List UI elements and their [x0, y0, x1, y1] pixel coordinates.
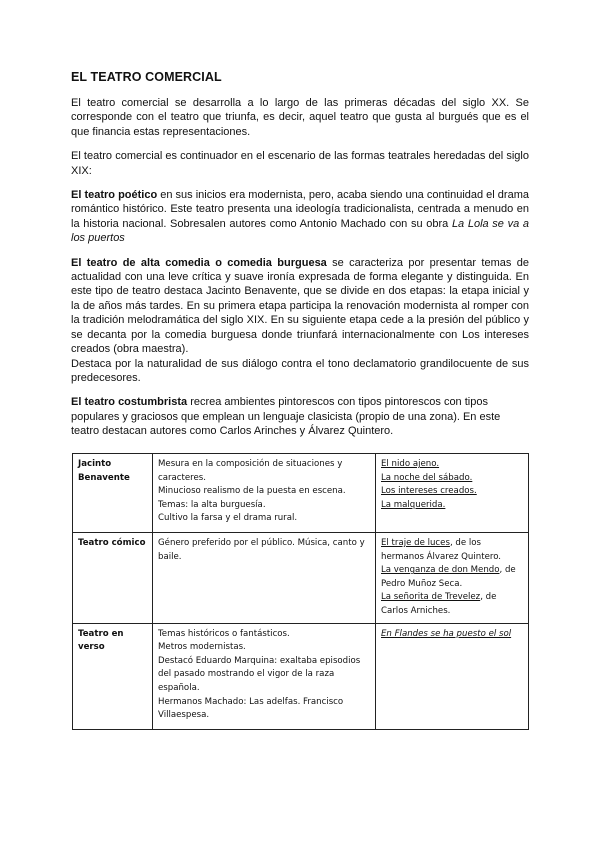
row-label	[73, 454, 153, 533]
table-row	[73, 623, 529, 729]
poetic-theatre-paragraph	[71, 188, 529, 246]
work-title: El nido ajeno.	[381, 459, 440, 469]
row-features	[153, 532, 376, 623]
work-title: La venganza de don Mendo	[381, 565, 500, 576]
row-label-line: verso	[78, 642, 105, 653]
costumbrista-text: recrea ambientes pintorescos con tipos pintorescos con tipos populares y graciosos que emplean un lenguaje clasicista (propio de una zona). En este teatro destacan autores como Carlos Arinches y Álvarez Quintero.	[71, 396, 501, 438]
feature-line: Metros modernistas.	[158, 642, 246, 653]
table-row	[73, 454, 529, 533]
costumbrista-paragraph	[71, 395, 529, 438]
work-title: El traje de luces	[381, 537, 450, 548]
row-works	[376, 623, 529, 729]
feature-line: Género preferido por el público. Música, canto y baile.	[158, 537, 365, 562]
feature-line: Temas: la alta burguesía.	[158, 499, 266, 510]
feature-line: Destacó Eduardo Marquina: exaltaba episodios del pasado mostrando el vigor de la raza española.	[158, 655, 361, 693]
costumbrista-heading: El teatro costumbrista	[71, 396, 188, 409]
row-label	[73, 623, 153, 729]
work-title: Los intereses creados.	[381, 486, 477, 497]
high-comedy-paragraph	[71, 256, 529, 357]
work-entry	[381, 537, 523, 564]
work-author: , de Carlos Arniches.	[381, 592, 497, 616]
page-title: EL TEATRO COMERCIAL	[71, 70, 222, 84]
high-comedy-paragraph-2: Destaca por la naturalidad de sus diálogo contra el tono declamatorio grandilocuente de sus predecesores.	[71, 357, 529, 384]
work-author: , de Pedro Muñoz Seca.	[381, 565, 516, 589]
intro-paragraph-2: El teatro comercial es continuador en el escenario de las formas teatrales heredadas del siglo XIX:	[71, 150, 529, 177]
row-label-line: Teatro cómico	[78, 537, 146, 548]
feature-line: Mesura en la composición de situaciones y caracteres.	[158, 459, 343, 483]
row-works	[376, 532, 529, 623]
row-features	[153, 623, 376, 729]
high-comedy-heading: El teatro de alta comedia o comedia burguesa	[71, 256, 327, 269]
feature-line: Cultivo la farsa y el drama rural.	[158, 513, 298, 524]
poetic-theatre-text: en sus inicios era modernista, pero, acaba siendo una continuidad el drama romántico histórico. Este teatro presenta una ideología tradicionalista, centrada a menudo en la historia nacional. Sobresalen autores como Antonio Machado con su obra	[71, 189, 529, 230]
high-comedy-text: se caracteriza por presentar temas de actualidad con una leve crítica y suave ironía expresada de forma elegante y distinguida. En este tipo de teatro destaca Jacinto Benavente, que se divide en dos etapas: la etapa inicial y la de años más tardes. En su primera etapa participa la renovación modernista al romper con la tradición melodramática del siglo XIX. En su siguiente etapa cede a la presión del público y se decanta por la comedia burguesa donde triunfará internacionalmente con Los intereses creados (obra maestra).	[71, 256, 529, 356]
row-label	[73, 532, 153, 623]
row-features	[153, 454, 376, 533]
row-label-line: Benavente	[78, 472, 130, 483]
intro-paragraph-1: El teatro comercial se desarrolla a lo largo de las primeras décadas del siglo XX. Se corresponde con el teatro que triunfa, es decir, aquel teatro que gusta al burgués que es el que financia estas representaciones.	[71, 97, 529, 138]
authors-table	[72, 453, 529, 730]
feature-line: Hermanos Machado: Las adelfas. Francisco Villaespesa.	[158, 696, 344, 721]
work-title: En Flandes se ha puesto el sol	[381, 628, 512, 639]
work-title: La señorita de Trevelez	[381, 592, 481, 603]
poetic-theatre-work: La Lola se va a los puertos	[71, 217, 529, 245]
feature-line: Minucioso realismo de la puesta en escena.	[158, 486, 346, 497]
row-label-line: Teatro en	[78, 628, 124, 639]
poetic-theatre-heading: El teatro poético	[71, 189, 158, 202]
row-works	[376, 454, 529, 533]
work-title: La malquerida.	[381, 499, 446, 510]
document-body	[71, 70, 529, 449]
work-title: La noche del sábado.	[381, 472, 473, 483]
table-row	[73, 532, 529, 623]
work-entry	[381, 591, 523, 618]
work-author: , de los hermanos Álvarez Quintero.	[381, 537, 502, 562]
feature-line: Temas históricos o fantásticos.	[158, 628, 290, 639]
row-label-line: Jacinto	[78, 459, 112, 469]
work-entry	[381, 564, 523, 591]
